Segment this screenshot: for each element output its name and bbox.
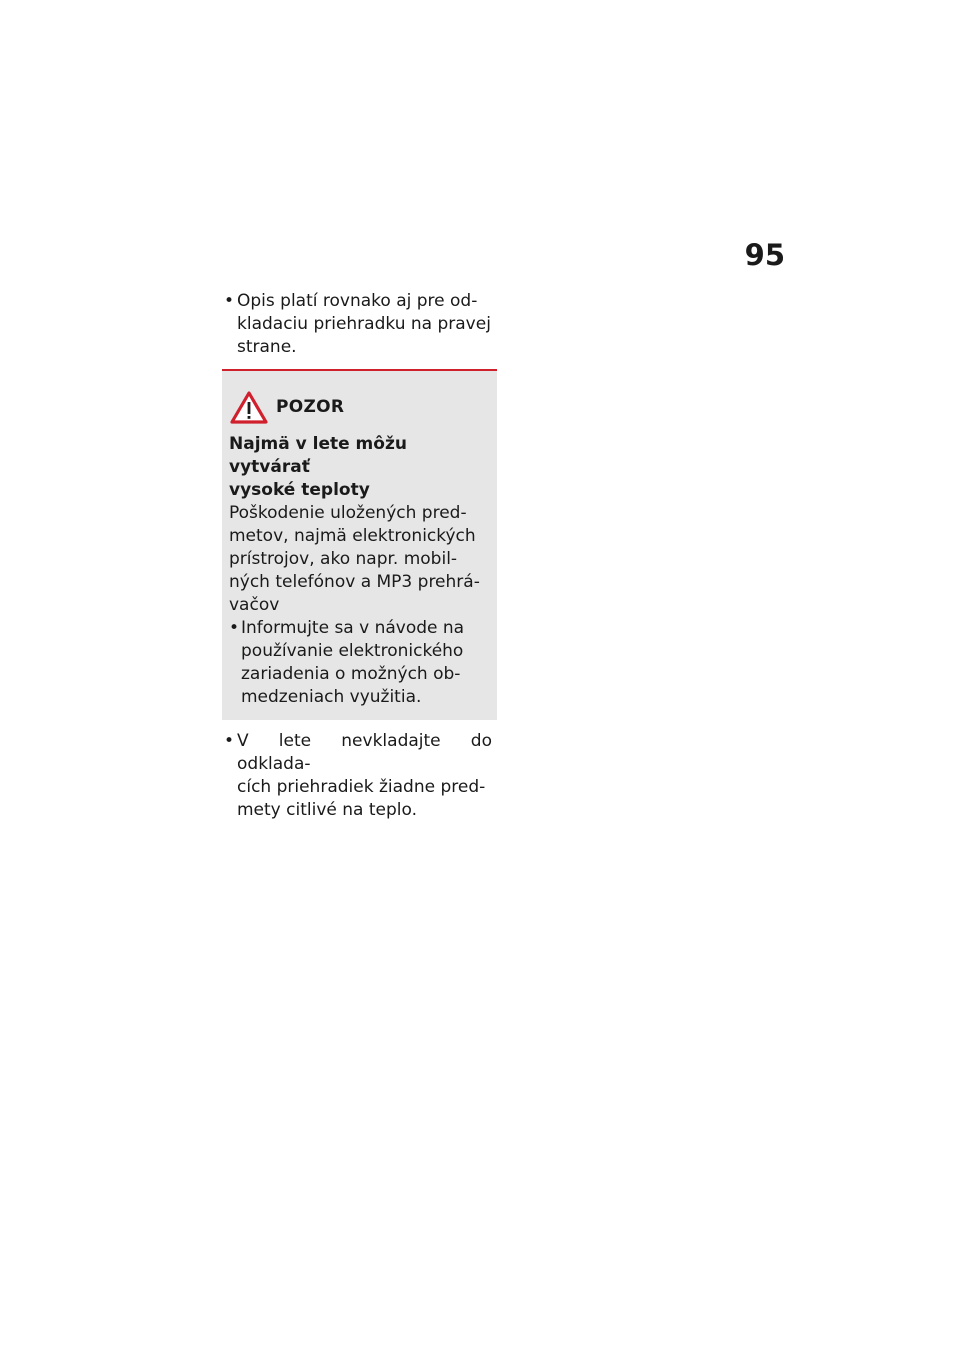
bullet-marker: • (224, 291, 235, 311)
warning-heading-line: Najmä v lete môžu vytvárať (229, 434, 407, 477)
intro-bullet-line: kladaciu priehradku na pravej (237, 314, 491, 334)
page-number: 95 (744, 238, 785, 272)
warning-header (227, 389, 487, 425)
warning-body (227, 502, 487, 617)
warning-body-line: prístrojov, ako napr. mobil- (229, 549, 458, 569)
intro-bullet-line: strane. (237, 337, 297, 357)
warning-box (222, 369, 497, 720)
text-column (224, 290, 492, 822)
warning-body-line: vačov (229, 595, 280, 615)
warning-heading-line: vysoké teploty (229, 480, 370, 500)
warning-bullet-line: Informujte sa v návode na (241, 618, 465, 638)
warning-bullet (227, 617, 487, 709)
warning-bullet-line: zariadenia o možných ob- (241, 664, 461, 684)
final-bullet (224, 730, 492, 822)
warning-body-line: ných telefónov a MP3 prehrá- (229, 572, 480, 592)
bullet-marker: • (224, 731, 235, 751)
warning-triangle-icon (230, 391, 268, 424)
warning-body-line: metov, najmä elektronických (229, 526, 476, 546)
warning-bullet-line: medzeniach využitia. (241, 687, 422, 707)
final-bullet-line: cích priehradiek žiadne pred- (237, 777, 486, 797)
intro-bullet-line: Opis platí rovnako aj pre od- (237, 291, 478, 311)
final-bullet-line: V lete nevkladajte do odklada- (237, 731, 492, 774)
warning-label: POZOR (276, 397, 345, 417)
intro-bullet (224, 290, 492, 359)
warning-heading (227, 433, 487, 502)
warning-bullet-line: používanie elektronického (241, 641, 464, 661)
warning-body-line: Poškodenie uložených pred- (229, 503, 467, 523)
final-bullet-line: mety citlivé na teplo. (237, 800, 417, 820)
bullet-marker: • (229, 618, 240, 638)
